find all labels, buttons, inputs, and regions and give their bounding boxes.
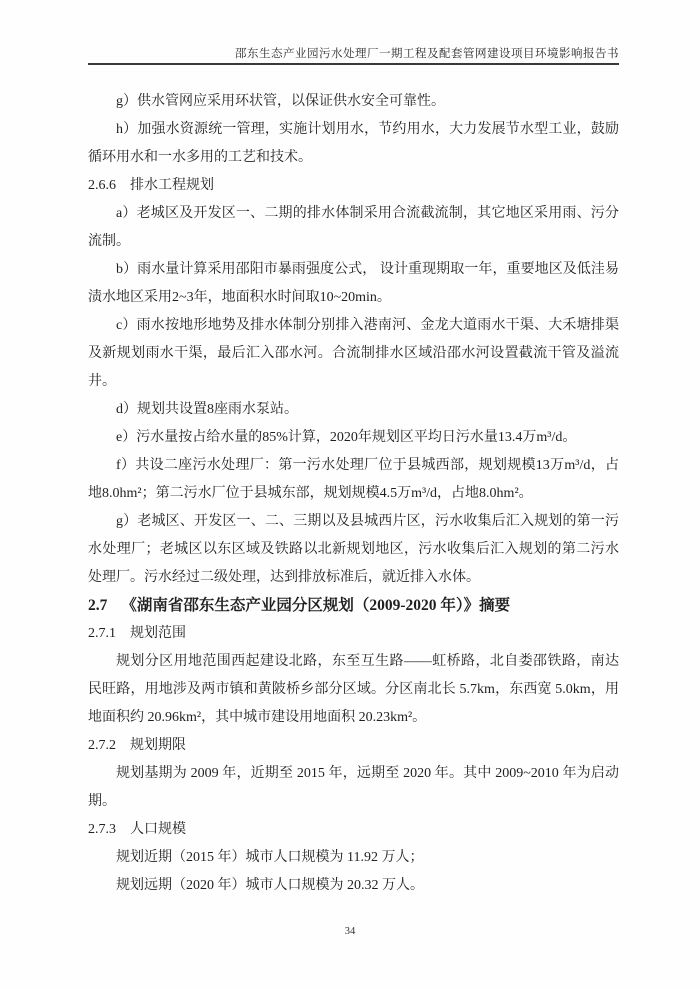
- header-divider: [88, 63, 619, 65]
- section-title: 规划范围: [130, 626, 186, 641]
- running-header-title: 邵东生态产业园污水处理厂一期工程及配套管网建设项目环境影响报告书: [235, 48, 619, 60]
- document-body: [88, 88, 619, 900]
- para-population-near-term: 规划近期（2015 年）城市人口规模为 11.92 万人；: [116, 850, 424, 865]
- para-c-rainwater-outfall: c）雨水按地形地势及排水体制分别排入港南河、金龙大道雨水干渠、大禾塘排渠及新规划雨水干渠，最后汇入邵水河。合流制排水区域沿邵水河设置截流干管及溢流井。: [88, 318, 619, 389]
- page-number: 34: [344, 926, 356, 937]
- section-number: 2.6.6: [88, 178, 116, 193]
- section-number: 2.7: [88, 597, 108, 614]
- section-heading-2-7-3: [88, 816, 619, 844]
- page-header: [88, 46, 619, 65]
- para-d-pump-stations: d）规划共设置8座雨水泵站。: [116, 402, 298, 417]
- section-heading-2-7-1: [88, 620, 619, 648]
- para-planning-scope: 规划分区用地范围西起建设北路，东至互生路——虹桥路，北自娄邵铁路，南达民旺路，用地涉及两市镇和黄陂桥乡部分区域。分区南北长 5.7km，东西宽 5.0km，用地面积约 20.96km²，其中城市建设用地面积 20.23km²。: [88, 654, 619, 725]
- section-number: 2.7.1: [88, 626, 116, 641]
- para-b-storm-formula: b）雨水量计算采用邵阳市暴雨强度公式， 设计重现期取一年，重要地区及低洼易渍水地区采用2~3年，地面积水时间取10~20min。: [88, 262, 619, 305]
- section-heading-2-7: [88, 592, 619, 620]
- para-g-water-supply: g）供水管网应采用环状管，以保证供水安全可靠性。: [116, 94, 445, 109]
- section-title: 人口规模: [130, 822, 186, 837]
- section-title: 规划期限: [130, 738, 186, 753]
- para-g-collection-zones: g）老城区、开发区一、二、三期以及县城西片区，污水收集后汇入规划的第一污水处理厂；老城区以东区域及铁路以北新规划地区，污水收集后汇入规划的第二污水处理厂。污水经过二级处理，达到排放标准后，就近排入水体。: [88, 514, 619, 585]
- para-f-treatment-plants: f）共设二座污水处理厂：第一污水处理厂位于县城西部，规划规模13万m³/d，占地8.0hm²；第二污水厂位于县城东部，规划规模4.5万m³/d，占地8.0hm²。: [88, 458, 619, 501]
- para-e-sewage-volume: e）污水量按占给水量的85%计算，2020年规划区平均日污水量13.4万m³/d。: [116, 430, 577, 445]
- para-a-drainage-system: a）老城区及开发区一、二期的排水体制采用合流截流制，其它地区采用雨、污分流制。: [88, 206, 619, 249]
- para-h-water-resources: h）加强水资源统一管理，实施计划用水，节约用水，大力发展节水型工业，鼓励循环用水和一水多用的工艺和技术。: [88, 122, 619, 165]
- section-title: 排水工程规划: [130, 178, 214, 193]
- para-planning-period: 规划基期为 2009 年，近期至 2015 年，远期至 2020 年。其中 2009~2010 年为启动期。: [88, 766, 619, 809]
- section-number: 2.7.2: [88, 738, 116, 753]
- para-population-long-term: 规划远期（2020 年）城市人口规模为 20.32 万人。: [116, 878, 424, 893]
- page-footer: [0, 921, 700, 939]
- section-title: 《湖南省邵东生态产业园分区规划（2009-2020 年）》摘要: [121, 597, 511, 614]
- section-number: 2.7.3: [88, 822, 116, 837]
- section-heading-2-7-2: [88, 732, 619, 760]
- section-heading-2-6-6: [88, 172, 619, 200]
